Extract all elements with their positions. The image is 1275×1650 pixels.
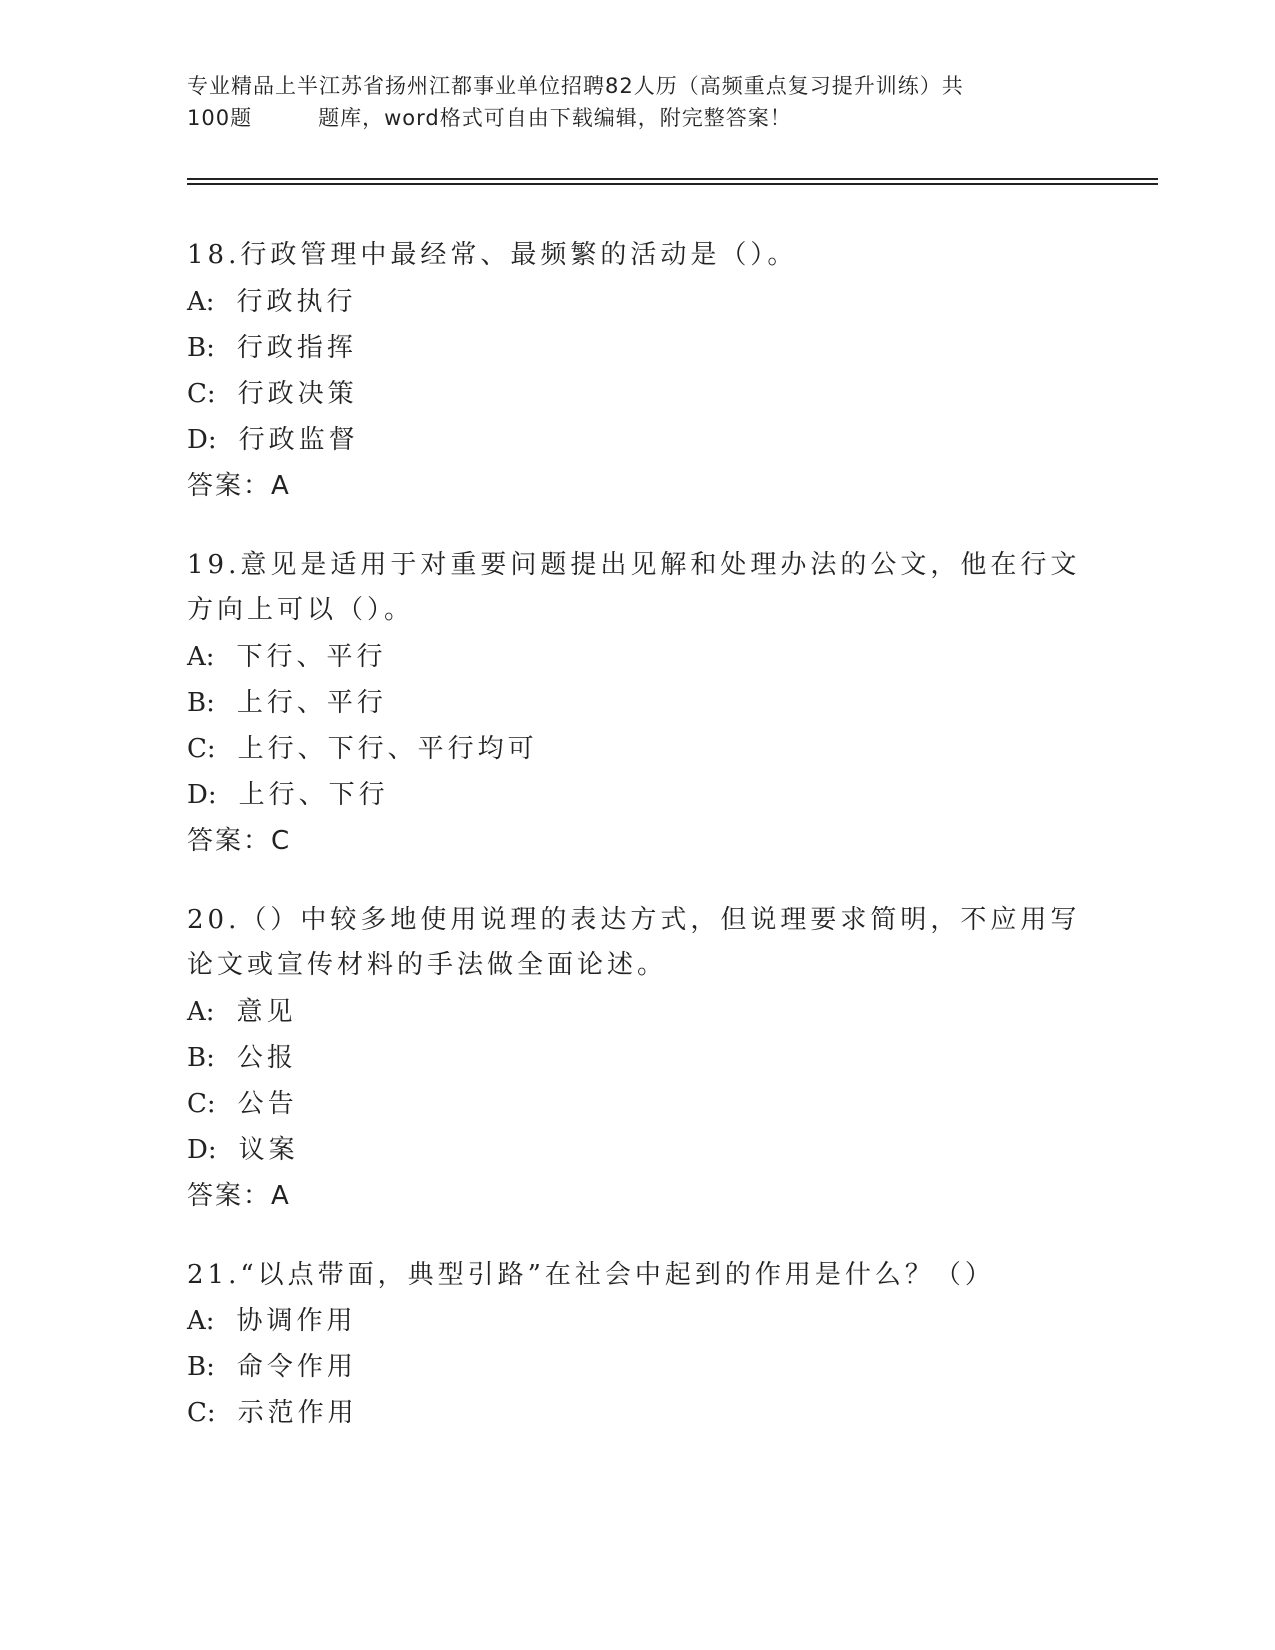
option-text: 行政监督 [238, 424, 359, 455]
option-key: C: [187, 378, 216, 409]
option-a [187, 1298, 1087, 1344]
option-text: 上行、下行 [238, 779, 389, 810]
option-text: 公报 [236, 1042, 297, 1073]
question-stem: 20.（）中较多地使用说理的表达方式，但说理要求简明，不应用写论文或宣传材料的手法做全面论述。 [187, 904, 1081, 980]
question-list [187, 233, 1087, 1470]
option-c [187, 1390, 1087, 1436]
answer-line: 答案：A [187, 470, 291, 501]
option-text: 上行、下行、平行均可 [237, 733, 538, 764]
option-key: D: [187, 779, 217, 810]
option-d [187, 772, 1087, 818]
document-header [187, 70, 1087, 134]
header-divider-top [187, 178, 1158, 180]
option-text: 命令作用 [236, 1352, 357, 1382]
option-key: D: [187, 1134, 217, 1165]
option-key: B: [187, 332, 215, 363]
option-key: C: [187, 733, 216, 764]
option-key: A: [187, 286, 215, 317]
option-c [187, 726, 1087, 772]
header-line-1: 专业精品上半江苏省扬州江都事业单位招聘82人历（高频重点复习提升训练）共 [187, 74, 964, 98]
question-21 [187, 1253, 1087, 1437]
question-20 [187, 898, 1087, 1219]
option-a [187, 634, 1087, 680]
option-text: 意见 [236, 996, 297, 1027]
question-19 [187, 543, 1087, 864]
header-question-count: 100题 [187, 106, 253, 130]
header-divider-bottom [187, 183, 1158, 185]
option-b [187, 1344, 1087, 1390]
option-text: 行政执行 [236, 286, 357, 317]
option-key: C: [187, 1088, 216, 1119]
answer-line: 答案：C [187, 825, 292, 856]
option-d [187, 1127, 1087, 1173]
answer-line: 答案：A [187, 1180, 291, 1211]
option-text: 上行、平行 [236, 687, 387, 718]
option-c [187, 1081, 1087, 1127]
question-18 [187, 233, 1087, 509]
option-key: A: [187, 1306, 215, 1336]
header-description: 题库，word格式可自由下载编辑，附完整答案！ [318, 106, 792, 130]
option-text: 协调作用 [236, 1306, 357, 1336]
option-key: A: [187, 641, 215, 672]
option-key: D: [187, 424, 217, 455]
option-a [187, 989, 1087, 1035]
option-text: 下行、平行 [236, 641, 387, 672]
option-b [187, 325, 1087, 371]
option-key: B: [187, 1352, 215, 1382]
option-key: C: [187, 1398, 216, 1428]
option-text: 公告 [237, 1088, 298, 1119]
option-text: 示范作用 [237, 1398, 358, 1428]
option-a [187, 279, 1087, 325]
option-text: 行政决策 [237, 378, 358, 409]
question-stem: 19.意见是适用于对重要问题提出见解和处理办法的公文，他在行文方向上可以（）。 [187, 549, 1081, 625]
option-key: B: [187, 1042, 215, 1073]
question-stem: 18.行政管理中最经常、最频繁的活动是（）。 [187, 240, 798, 270]
header-line-2 [187, 102, 1087, 134]
option-c [187, 371, 1087, 417]
option-key: A: [187, 996, 215, 1027]
option-text: 议案 [238, 1134, 299, 1165]
option-key: B: [187, 687, 215, 718]
option-b [187, 680, 1087, 726]
option-b [187, 1035, 1087, 1081]
option-text: 行政指挥 [236, 332, 357, 363]
option-d [187, 417, 1087, 463]
question-stem: 21.“以点带面，典型引路”在社会中起到的作用是什么？（） [187, 1259, 995, 1290]
